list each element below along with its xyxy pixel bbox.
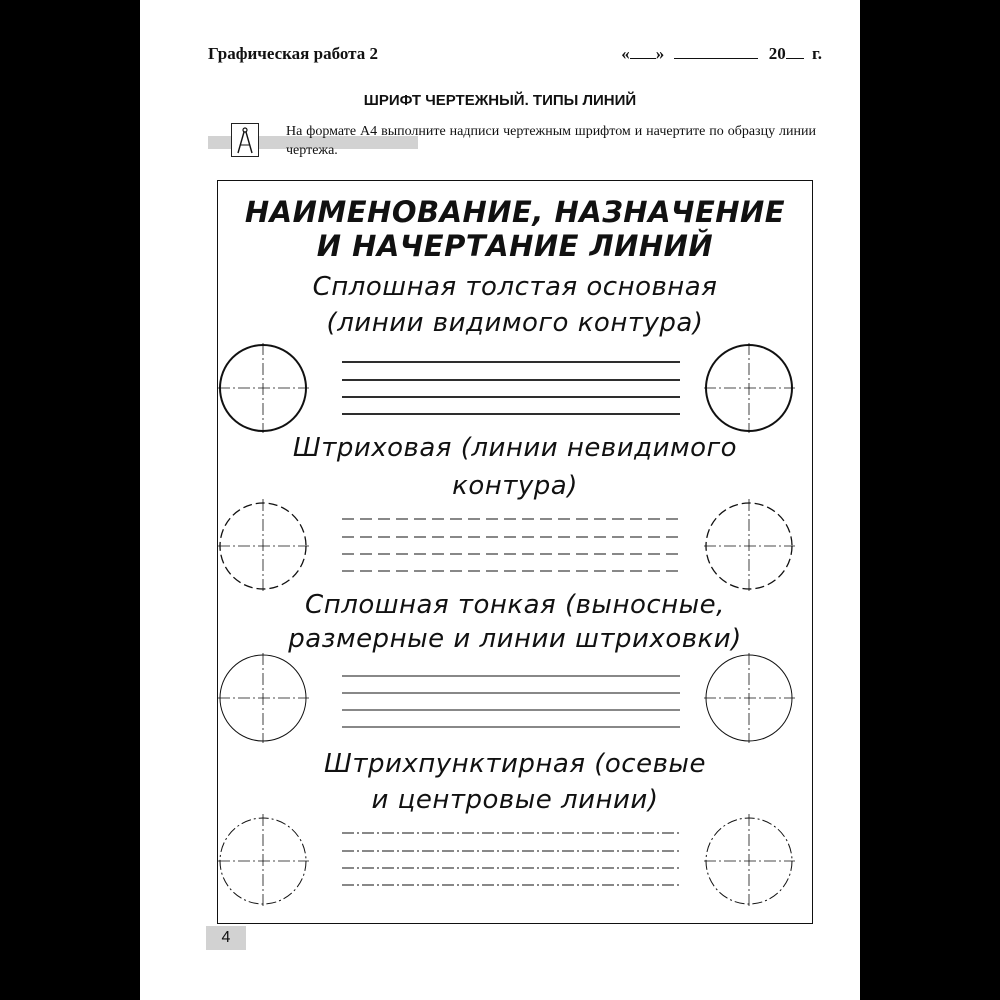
section-4-caption-line2: и центровые линии): [371, 785, 659, 815]
section-2-caption-line2: контура): [452, 471, 578, 501]
circle-left: [218, 814, 309, 908]
dash-dot-sample: [218, 814, 795, 908]
sheet-heading-line1: НАИМЕНОВАНИЕ, НАЗНАЧЕНИЕ: [244, 195, 786, 229]
section-3-caption-line2: размерные и линии штриховки): [288, 624, 742, 654]
sheet-heading-line2: И НАЧЕРТАНИЕ ЛИНИЙ: [316, 229, 714, 263]
drafting-compass-icon: [231, 123, 259, 157]
drawing-sheet: [217, 180, 813, 924]
line-samples: [218, 181, 814, 925]
date-suffix: г.: [811, 44, 822, 63]
circle-left: [218, 653, 309, 743]
circle-left: [218, 499, 309, 593]
section-1-caption-line2: (линии видимого контура): [326, 308, 704, 338]
dashed-sample: [218, 499, 795, 593]
section-4-caption-line1: Штрихпунктирная (осевые: [324, 749, 706, 779]
work-title: Графическая работа 2: [208, 44, 378, 63]
month-blank: [674, 44, 758, 59]
day-blank: [630, 44, 656, 59]
solid-thin-sample: [218, 653, 795, 743]
section-3-caption-line1: Сплошная тонкая (выносные,: [305, 590, 725, 620]
circle-left: [218, 343, 309, 433]
workbook-page: [140, 0, 860, 1000]
task-instructions: На формате А4 выполните надписи чертежным шрифтом и начертите по образцу линии чертежа.: [286, 124, 816, 158]
solid-thick-sample: [218, 343, 795, 433]
date-quote-open: «: [621, 44, 630, 63]
circle-right: [704, 653, 795, 743]
section-1-caption-line1: Сплошная толстая основная: [312, 272, 718, 302]
page-number: 4: [206, 926, 246, 950]
date-year: 20: [768, 44, 786, 63]
section-2-caption-line1: Штриховая (линии невидимого: [292, 433, 738, 463]
year-blank: [786, 44, 804, 59]
circle-right: [704, 814, 795, 908]
circle-right: [704, 499, 795, 593]
circle-right: [704, 343, 795, 433]
date-quote-close: »: [655, 44, 665, 63]
page-title: ШРИФТ ЧЕРТЕЖНЫЙ. ТИПЫ ЛИНИЙ: [363, 92, 637, 109]
date-field: [621, 44, 822, 64]
